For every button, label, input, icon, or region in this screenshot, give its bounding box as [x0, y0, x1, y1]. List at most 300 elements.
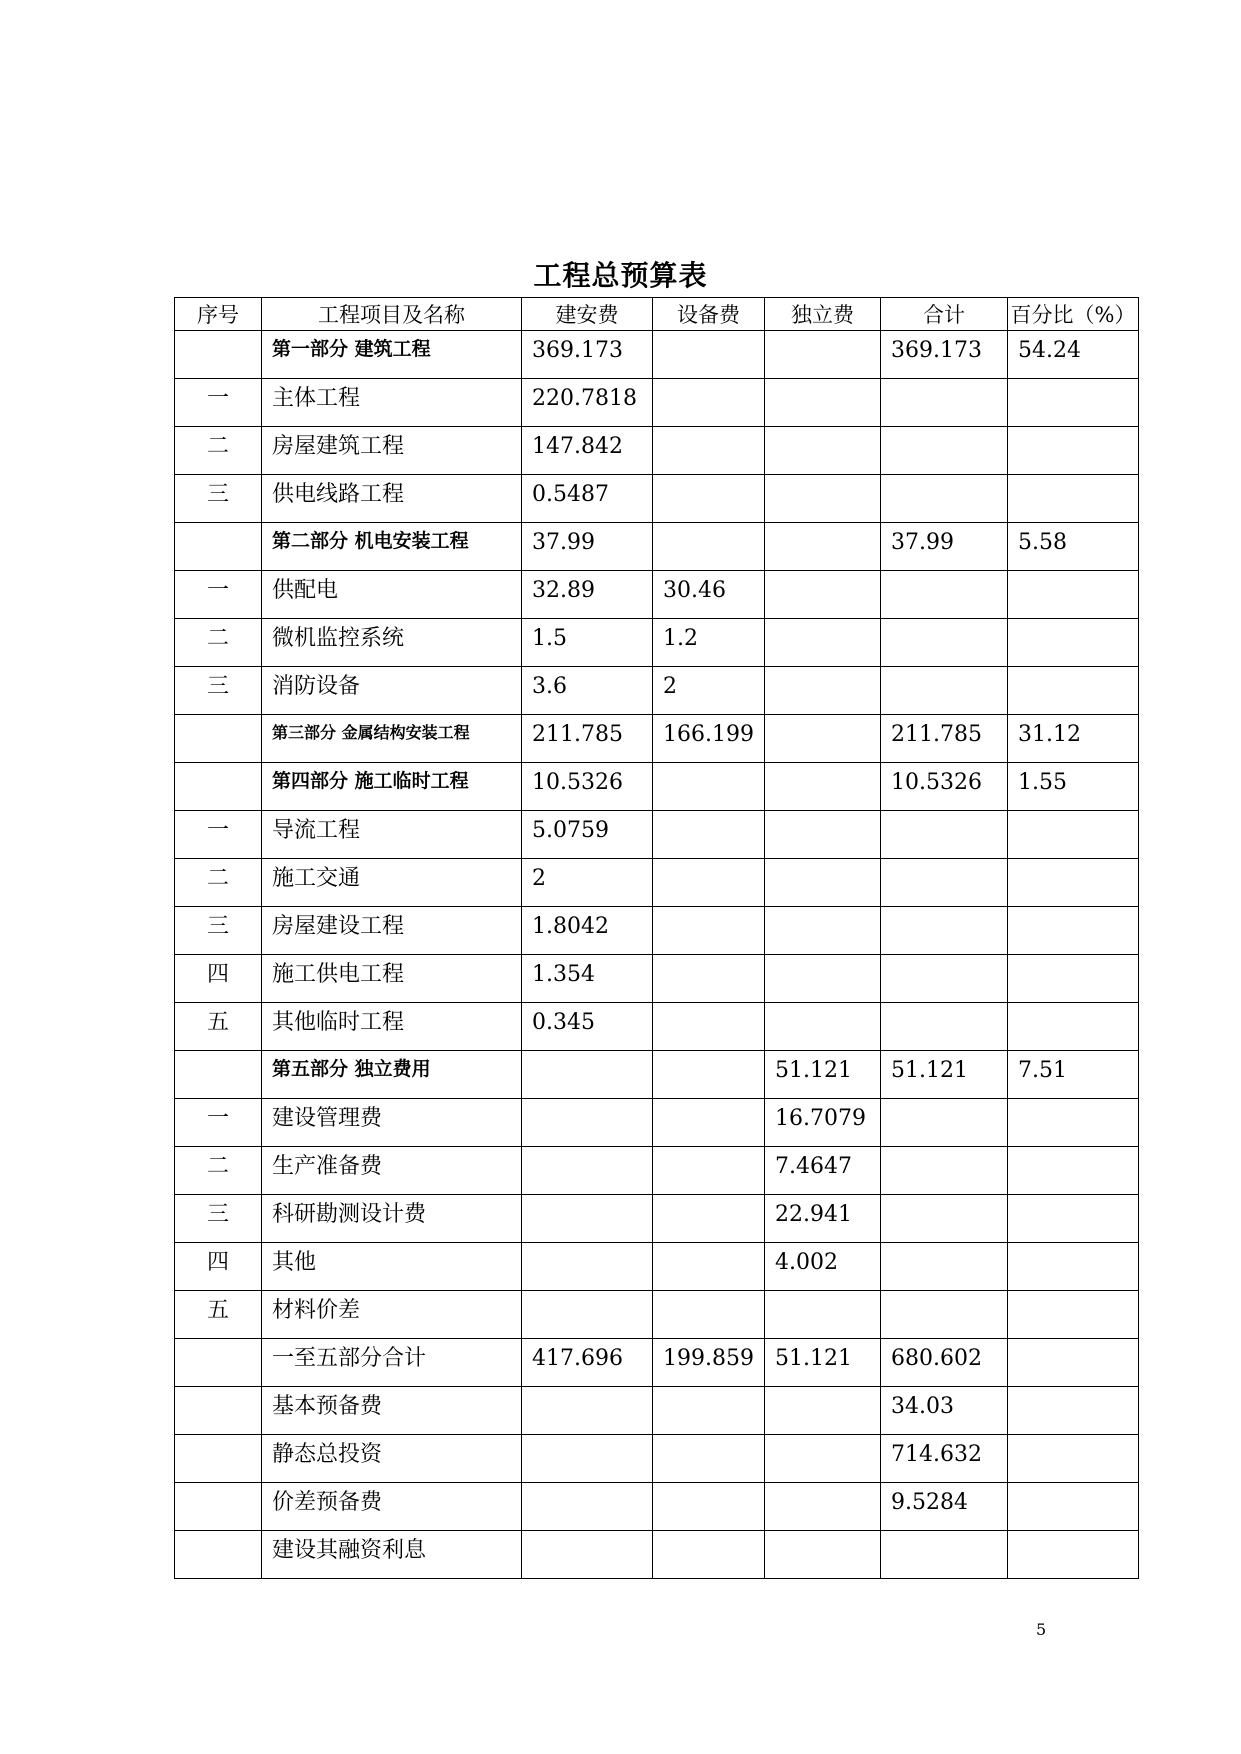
cell-duli-text [765, 1003, 880, 1009]
cell-pct-text [1008, 1195, 1138, 1201]
cell-pct-text [1008, 1003, 1138, 1009]
cell-seq [175, 811, 262, 859]
cell-pct-text [1008, 907, 1138, 913]
cell-duli-text: 7.4647 [775, 1154, 852, 1179]
cell-heji-text [881, 1099, 1007, 1105]
cell-name-text: 材料价差 [272, 1298, 361, 1323]
cell-name-text: 科研勘测设计费 [272, 1202, 427, 1227]
cell-shebei-text [653, 1435, 764, 1441]
cell-shebei-text: 166.199 [663, 722, 754, 747]
cell-pct-text [1008, 1291, 1138, 1297]
cell-name [262, 1195, 522, 1243]
cell-shebei-text [653, 1195, 764, 1201]
cell-jianan [522, 1099, 653, 1147]
cell-pct-text: 54.24 [1018, 338, 1081, 363]
cell-seq-text: 三 [206, 1202, 229, 1227]
cell-heji-text [881, 1531, 1007, 1537]
cell-seq-text: 三 [206, 482, 229, 507]
cell-shebei-text [653, 523, 764, 529]
cell-heji [881, 1435, 1008, 1483]
cell-duli [765, 1243, 881, 1291]
cell-heji-text: 9.5284 [891, 1490, 968, 1515]
cell-shebei-text [653, 1243, 764, 1249]
cell-shebei [653, 715, 765, 763]
cell-name [262, 763, 522, 811]
cell-jianan [522, 1387, 653, 1435]
cell-seq [175, 1531, 262, 1579]
cell-duli-text [765, 1291, 880, 1297]
cell-shebei [653, 1051, 765, 1099]
cell-heji-text [881, 1147, 1007, 1153]
cell-pct-text [1008, 955, 1138, 961]
cell-duli-text: 16.7079 [775, 1106, 866, 1131]
cell-heji [881, 1339, 1008, 1387]
table-row [175, 1291, 1139, 1339]
cell-heji-text [881, 619, 1007, 625]
cell-pct-text: 5.58 [1018, 530, 1067, 555]
cell-jianan [522, 1483, 653, 1531]
cell-pct [1008, 1387, 1139, 1435]
cell-duli [765, 859, 881, 907]
cell-pct [1008, 907, 1139, 955]
cell-name-text: 价差预备费 [272, 1490, 383, 1515]
cell-name-text: 第四部分 施工临时工程 [272, 770, 469, 792]
table-row [175, 1243, 1139, 1291]
table-row [175, 1003, 1139, 1051]
cell-duli-text [765, 811, 880, 817]
cell-heji [881, 1243, 1008, 1291]
cell-shebei-text [653, 859, 764, 865]
cell-seq [175, 667, 262, 715]
table-row [175, 1435, 1139, 1483]
cell-duli [765, 427, 881, 475]
cell-duli-text [765, 955, 880, 961]
cell-duli-text [765, 1483, 880, 1489]
cell-name [262, 427, 522, 475]
cell-heji-text [881, 475, 1007, 481]
cell-shebei [653, 571, 765, 619]
cell-pct [1008, 715, 1139, 763]
cell-jianan-text [522, 1147, 652, 1153]
cell-name-text: 供配电 [272, 578, 339, 603]
cell-shebei-text [653, 811, 764, 817]
cell-name [262, 1003, 522, 1051]
cell-duli-text [765, 475, 880, 481]
cell-pct-text [1008, 667, 1138, 673]
cell-jianan [522, 1243, 653, 1291]
cell-seq-text: 四 [206, 962, 229, 987]
cell-name-text: 第五部分 独立费用 [272, 1058, 431, 1080]
cell-jianan [522, 571, 653, 619]
cell-duli-text [765, 571, 880, 577]
cell-name-text: 主体工程 [272, 386, 361, 411]
cell-heji [881, 331, 1008, 379]
cell-heji [881, 523, 1008, 571]
cell-pct-text [1008, 1147, 1138, 1153]
cell-shebei-text [653, 475, 764, 481]
cell-shebei [653, 475, 765, 523]
cell-jianan [522, 811, 653, 859]
cell-heji-text [881, 859, 1007, 865]
cell-shebei-text [653, 1483, 764, 1489]
cell-jianan [522, 1147, 653, 1195]
cell-heji-text [881, 667, 1007, 673]
cell-pct-text [1008, 1339, 1138, 1345]
cell-heji [881, 1483, 1008, 1531]
cell-heji-text: 10.5326 [891, 770, 982, 795]
cell-pct-text [1008, 475, 1138, 481]
cell-jianan-text: 3.6 [532, 674, 567, 699]
cell-pct-text: 31.12 [1018, 722, 1081, 747]
cell-seq [175, 619, 262, 667]
cell-shebei [653, 1387, 765, 1435]
cell-name [262, 955, 522, 1003]
cell-name-text: 基本预备费 [272, 1394, 383, 1419]
cell-heji-text: 37.99 [891, 530, 954, 555]
cell-shebei [653, 1147, 765, 1195]
cell-name-text: 第二部分 机电安装工程 [272, 530, 469, 552]
cell-shebei-text [653, 955, 764, 961]
cell-pct [1008, 1195, 1139, 1243]
cell-duli-text: 51.121 [775, 1058, 852, 1083]
cell-seq [175, 1195, 262, 1243]
cell-seq [175, 955, 262, 1003]
cell-seq-text: 一 [206, 386, 229, 411]
cell-seq [175, 475, 262, 523]
cell-seq [175, 1147, 262, 1195]
cell-name-text: 建设管理费 [272, 1106, 383, 1131]
cell-heji-text [881, 1291, 1007, 1297]
cell-jianan [522, 859, 653, 907]
cell-jianan-text [522, 1531, 652, 1537]
cell-seq-text: 三 [206, 674, 229, 699]
cell-shebei [653, 1291, 765, 1339]
cell-heji-text [881, 907, 1007, 913]
cell-shebei-text [653, 331, 764, 337]
cell-name-text: 其他临时工程 [272, 1010, 405, 1035]
cell-seq [175, 1099, 262, 1147]
cell-jianan [522, 331, 653, 379]
cell-duli [765, 523, 881, 571]
cell-jianan-text [522, 1435, 652, 1441]
cell-name [262, 811, 522, 859]
cell-pct [1008, 1147, 1139, 1195]
cell-heji-text: 211.785 [891, 722, 982, 747]
cell-name-text: 房屋建筑工程 [272, 434, 405, 459]
cell-seq-text [175, 1483, 261, 1489]
cell-seq-text [175, 1339, 261, 1345]
cell-seq-text [175, 763, 261, 769]
cell-duli-text [765, 715, 880, 721]
cell-name [262, 1387, 522, 1435]
cell-jianan [522, 1003, 653, 1051]
cell-heji [881, 1147, 1008, 1195]
cell-seq-text: 一 [206, 578, 229, 603]
cell-pct [1008, 955, 1139, 1003]
cell-seq-text [175, 523, 261, 529]
cell-name [262, 475, 522, 523]
cell-jianan-text: 5.0759 [532, 818, 609, 843]
cell-pct-text: 7.51 [1018, 1058, 1067, 1083]
cell-heji [881, 763, 1008, 811]
cell-jianan-text: 1.354 [532, 962, 595, 987]
table-row [175, 667, 1139, 715]
cell-duli-text [765, 907, 880, 913]
cell-heji [881, 1003, 1008, 1051]
cell-duli-text: 51.121 [775, 1346, 852, 1371]
cell-shebei [653, 907, 765, 955]
cell-name-text: 静态总投资 [272, 1442, 383, 1467]
cell-shebei-text [653, 1147, 764, 1153]
cell-seq-text: 二 [206, 434, 229, 459]
cell-jianan-text [522, 1051, 652, 1057]
table-row [175, 1531, 1139, 1579]
cell-jianan-text [522, 1387, 652, 1393]
cell-heji-text [881, 1243, 1007, 1249]
cell-duli [765, 763, 881, 811]
cell-pct [1008, 331, 1139, 379]
cell-jianan-text: 2 [532, 866, 546, 891]
cell-heji [881, 475, 1008, 523]
cell-duli-text [765, 379, 880, 385]
budget-table [174, 297, 1139, 1579]
cell-seq [175, 331, 262, 379]
cell-pct [1008, 1483, 1139, 1531]
cell-heji [881, 1387, 1008, 1435]
cell-shebei-text: 2 [663, 674, 677, 699]
cell-name [262, 1435, 522, 1483]
cell-shebei [653, 379, 765, 427]
cell-name-text: 第三部分 金属结构安装工程 [272, 723, 470, 742]
cell-shebei [653, 427, 765, 475]
cell-jianan [522, 763, 653, 811]
cell-name [262, 1147, 522, 1195]
cell-heji [881, 667, 1008, 715]
cell-name-text: 导流工程 [272, 818, 361, 843]
cell-jianan-text: 1.8042 [532, 914, 609, 939]
cell-jianan-text: 1.5 [532, 626, 567, 651]
cell-duli-text [765, 1531, 880, 1537]
cell-duli [765, 1195, 881, 1243]
cell-pct [1008, 379, 1139, 427]
cell-name [262, 715, 522, 763]
cell-heji-text [881, 955, 1007, 961]
cell-shebei-text [653, 1291, 764, 1297]
cell-pct [1008, 859, 1139, 907]
cell-shebei-text [653, 1051, 764, 1057]
cell-pct [1008, 619, 1139, 667]
cell-name [262, 1099, 522, 1147]
cell-seq [175, 907, 262, 955]
cell-duli [765, 331, 881, 379]
cell-seq-text [175, 1051, 261, 1057]
table-row [175, 619, 1139, 667]
cell-shebei [653, 1339, 765, 1387]
table-row-part [175, 1051, 1139, 1099]
cell-seq [175, 379, 262, 427]
cell-jianan [522, 1531, 653, 1579]
cell-jianan-text: 220.7818 [532, 386, 637, 411]
cell-shebei-text [653, 1531, 764, 1537]
cell-seq [175, 1339, 262, 1387]
cell-duli-text [765, 331, 880, 337]
cell-duli-text [765, 667, 880, 673]
cell-jianan [522, 955, 653, 1003]
table-row-part [175, 331, 1139, 379]
cell-seq-text: 二 [206, 1154, 229, 1179]
cell-duli [765, 955, 881, 1003]
cell-jianan [522, 379, 653, 427]
cell-heji-text: 51.121 [891, 1058, 968, 1083]
cell-jianan-text: 37.99 [532, 530, 595, 555]
table-row-part [175, 763, 1139, 811]
cell-pct [1008, 1051, 1139, 1099]
header-row [175, 298, 1139, 331]
cell-seq-text: 四 [206, 1250, 229, 1275]
cell-heji [881, 715, 1008, 763]
cell-heji [881, 811, 1008, 859]
cell-shebei-text [653, 1003, 764, 1009]
cell-duli [765, 1051, 881, 1099]
table-row [175, 907, 1139, 955]
cell-shebei [653, 1003, 765, 1051]
cell-duli-text: 22.941 [775, 1202, 852, 1227]
cell-pct-text [1008, 1531, 1138, 1537]
cell-duli [765, 475, 881, 523]
table-row [175, 955, 1139, 1003]
cell-shebei-text [653, 1387, 764, 1393]
cell-seq [175, 523, 262, 571]
cell-jianan-text: 32.89 [532, 578, 595, 603]
cell-seq [175, 715, 262, 763]
cell-heji [881, 955, 1008, 1003]
cell-seq-text: 一 [206, 1106, 229, 1131]
table-row [175, 1099, 1139, 1147]
cell-name-text: 施工交通 [272, 866, 361, 891]
cell-jianan [522, 427, 653, 475]
cell-seq-text [175, 331, 261, 337]
cell-pct-text [1008, 619, 1138, 625]
cell-heji-text [881, 571, 1007, 577]
cell-jianan-text: 147.842 [532, 434, 623, 459]
cell-seq [175, 859, 262, 907]
cell-shebei [653, 1531, 765, 1579]
cell-pct [1008, 1531, 1139, 1579]
cell-pct [1008, 1243, 1139, 1291]
cell-jianan [522, 1435, 653, 1483]
cell-duli [765, 1003, 881, 1051]
cell-pct-text [1008, 859, 1138, 865]
cell-jianan [522, 619, 653, 667]
cell-duli [765, 1483, 881, 1531]
cell-seq-text: 二 [206, 866, 229, 891]
cell-shebei-text: 199.859 [663, 1346, 754, 1371]
cell-seq [175, 1003, 262, 1051]
table-body [175, 331, 1139, 1579]
cell-pct-text [1008, 379, 1138, 385]
cell-heji [881, 1099, 1008, 1147]
cell-duli [765, 1435, 881, 1483]
cell-pct [1008, 427, 1139, 475]
cell-name-text: 一至五部分合计 [272, 1346, 427, 1371]
cell-duli-text [765, 619, 880, 625]
cell-seq-text [175, 1531, 261, 1537]
cell-heji-text [881, 1003, 1007, 1009]
cell-jianan [522, 1051, 653, 1099]
cell-heji-text [881, 1195, 1007, 1201]
cell-pct-text [1008, 1483, 1138, 1489]
table-row-part [175, 715, 1139, 763]
cell-seq [175, 1291, 262, 1339]
cell-shebei [653, 955, 765, 1003]
cell-seq [175, 571, 262, 619]
cell-name [262, 907, 522, 955]
cell-jianan-text [522, 1291, 652, 1297]
cell-duli [765, 667, 881, 715]
cell-jianan-text: 0.5487 [532, 482, 609, 507]
cell-heji [881, 1291, 1008, 1339]
cell-pct-text [1008, 427, 1138, 433]
cell-jianan [522, 523, 653, 571]
table-row [175, 811, 1139, 859]
cell-duli-text: 4.002 [775, 1250, 838, 1275]
cell-name [262, 523, 522, 571]
cell-seq-text: 三 [206, 914, 229, 939]
column-header-pct: 百分比（%） [1008, 298, 1139, 331]
table-row [175, 1483, 1139, 1531]
cell-duli [765, 1531, 881, 1579]
cell-pct [1008, 1099, 1139, 1147]
table-row [175, 379, 1139, 427]
cell-heji [881, 571, 1008, 619]
table-row-part [175, 523, 1139, 571]
cell-name [262, 571, 522, 619]
cell-jianan [522, 715, 653, 763]
cell-name [262, 1291, 522, 1339]
cell-shebei-text: 1.2 [663, 626, 698, 651]
cell-shebei-text [653, 379, 764, 385]
cell-name-text: 微机监控系统 [272, 626, 405, 651]
cell-name [262, 859, 522, 907]
cell-heji [881, 379, 1008, 427]
cell-duli [765, 1099, 881, 1147]
cell-jianan-text: 0.345 [532, 1010, 595, 1035]
cell-name [262, 1339, 522, 1387]
cell-heji [881, 1051, 1008, 1099]
cell-jianan [522, 907, 653, 955]
cell-duli [765, 1291, 881, 1339]
cell-heji-text: 369.173 [891, 338, 982, 363]
cell-jianan-text [522, 1483, 652, 1489]
cell-heji [881, 1195, 1008, 1243]
cell-pct [1008, 475, 1139, 523]
cell-heji [881, 427, 1008, 475]
cell-pct [1008, 1003, 1139, 1051]
cell-name-text: 供电线路工程 [272, 482, 405, 507]
cell-name [262, 619, 522, 667]
column-header-name: 工程项目及名称 [262, 298, 522, 331]
cell-seq-text: 五 [206, 1298, 229, 1323]
cell-shebei [653, 1243, 765, 1291]
cell-seq-text: 二 [206, 626, 229, 651]
table-row [175, 427, 1139, 475]
cell-name-text: 其他 [272, 1250, 317, 1275]
cell-jianan [522, 1291, 653, 1339]
table-row [175, 475, 1139, 523]
cell-name-text: 施工供电工程 [272, 962, 405, 987]
table-row [175, 1147, 1139, 1195]
cell-seq [175, 1051, 262, 1099]
